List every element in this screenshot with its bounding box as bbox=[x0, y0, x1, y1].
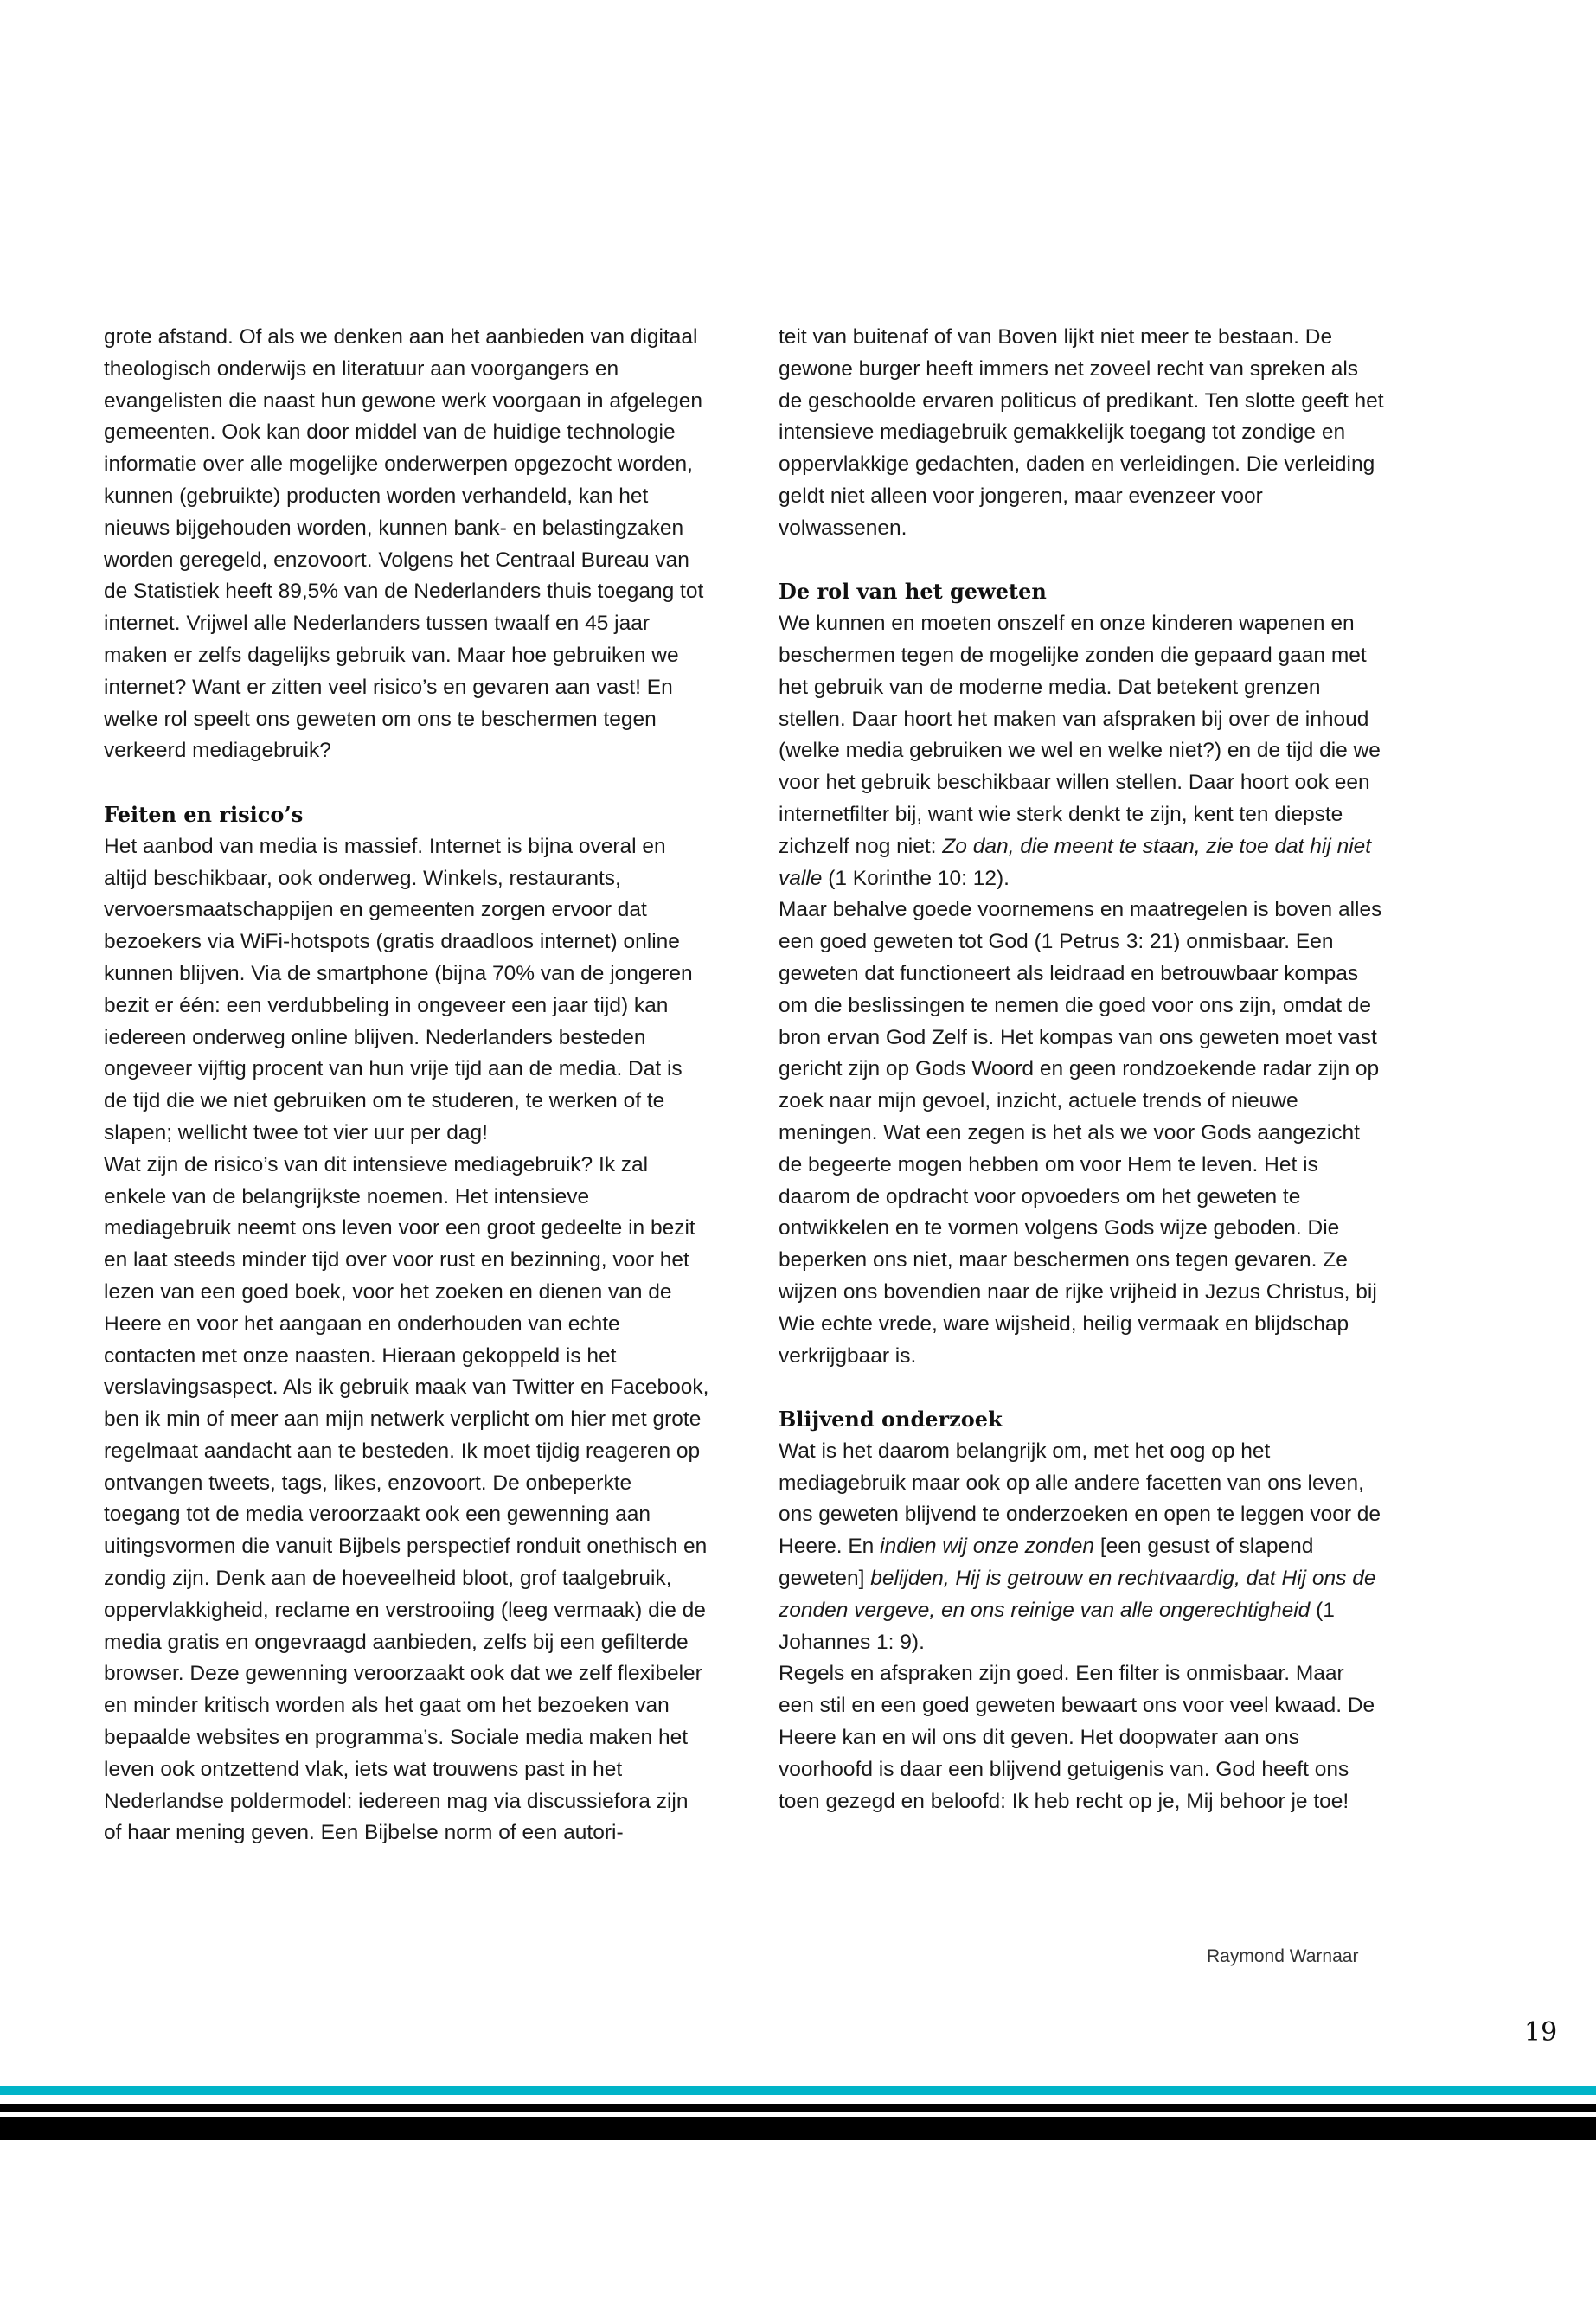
heading-rol-van-geweten: De rol van het geweten bbox=[779, 579, 1047, 605]
conscience-paragraph-2: Maar behalve goede voornemens en maatregelen is boven alles een goed geweten tot God (1 Petrus 3: 21) onmisbaar. Een geweten dat functioneert als leidraad en betrouwbaar kompas om die beslissingen te nemen die goed voor ons zijn, omdat de bron ervan God Zelf is. Het kompas van ons geweten moet vast gericht zijn op Gods Woord en geen rondzoekende radar zijn op zoek naar mijn gevoel, inzicht, actuele trends of nieuwe meningen. Wat een zegen is het als we voor Gods aangezicht de begeerte mogen hebben om voor Hem te leven. Het is daarom de opdracht voor opvoeders om het geweten te ontwikkelen en te vormen volgens Gods wijze geboden. Die beperken ons niet, maar beschermen ons tegen gevaren. Ze wijzen ons bovendien naar de rijke vrijheid in Jezus Christus, bij Wie echte vrede, ware wijsheid, heilig vermaak en blijdschap verkrijgbaar is. bbox=[779, 898, 1382, 1368]
left-column bbox=[104, 322, 709, 1849]
heading-feiten-en-risicos: Feiten en risico’s bbox=[104, 801, 304, 827]
bible-quote: Zo dan, die meent te staan, zie toe dat hij niet valle bbox=[779, 834, 1372, 890]
footer-cyan-stripe bbox=[0, 2086, 1596, 2095]
research-paragraph-2: Regels en afspraken zijn goed. Een filter is onmisbaar. Maar een stil en een goed geweten bewaart ons voor veel kwaad. De Heere kan en wil ons dit geven. Het doopwater aan ons voorhoofd is daar een blijvend getuigenis van. God heeft ons toen gezegd en beloofd: Ik heb recht op je, Mij behoor je toe! bbox=[779, 1662, 1375, 1813]
research-text: [een gesust of slapend geweten] bbox=[779, 1535, 1314, 1591]
footer-black-thick-stripe bbox=[0, 2117, 1596, 2140]
conscience-text: We kunnen en moeten onszelf en onze kinderen wapenen en beschermen tegen de mogelijke zonden die gepaard gaan met het gebruik van de moderne media. Dat betekent grenzen stellen. Daar hoort het maken van afspraken bij over de inhoud (welke media gebruiken we wel en welke niet?) en de tijd die we voor het gebruik beschikbaar willen stellen. Daar hoort ook een internetfilter bij, want wie sterk denkt te zijn, kent ten diepste zichzelf nog niet: bbox=[779, 612, 1381, 858]
bible-quote: belijden, Hij is getrouw en rechtvaardig, dat Hij ons de zonden vergeve, en ons reinige van alle ongerechtigheid bbox=[779, 1567, 1376, 1622]
research-paragraph-1 bbox=[779, 1436, 1384, 1659]
bible-reference: (1 Johannes 1: 9). bbox=[779, 1598, 1335, 1654]
heading-blijvend-onderzoek: Blijvend onderzoek bbox=[779, 1407, 1003, 1433]
intro-paragraph: grote afstand. Of als we denken aan het aanbieden van digitaal theologisch onderwijs en literatuur aan voorgangers en evangelisten die naast hun gewone werk voorgaan in afgelegen gemeenten. Ook kan door middel van de huidige technologie informatie over alle mogelijke onderwerpen opgezocht worden, kunnen (gebruikte) producten worden verhandeld, kan het nieuws bijgehouden worden, kunnen bank- en belastingzaken worden geregeld, enzovoort. Volgens het Centraal Bureau van de Statistiek heeft 89,5% van de Nederlanders thuis toegang tot internet. Vrijwel alle Nederlanders tussen twaalf en 45 jaar maken er zelfs dagelijks gebruik van. Maar hoe gebruiken we internet? Want er zitten veel risico’s en gevaren aan vast! En welke rol speelt ons geweten om ons te beschermen tegen verkeerd mediagebruik? bbox=[104, 325, 704, 763]
facts-paragraph-2: Wat zijn de risico’s van dit intensieve mediagebruik? Ik zal enkele van de belangrijkste noemen. Het intensieve mediagebruik neemt ons leven voor een groot gedeelte in bezit en laat steeds minder tijd over voor rust en bezinning, voor het lezen van een goed boek, voor het zoeken en dienen van de Heere en voor het aangaan en onderhouden van echte contacten met onze naasten. Hieraan gekoppeld is het verslavingsaspect. Als ik gebruik maak van Twitter en Facebook, ben ik min of meer aan mijn netwerk verplicht om hier met grote regelmaat aandacht aan te besteden. Ik moet tijdig reageren op ontvangen tweets, tags, likes, enzovoort. De onbeperkte toegang tot de media veroorzaakt ook een gewenning aan uitingsvormen die vanuit Bijbels perspectief ronduit onethisch en zondig zijn. Denk aan de hoeveelheid bloot, grof taalgebruik, oppervlakkigheid, reclame en verstrooiing (leeg vermaak) die de media gratis en ongevraagd aanbieden, zelfs bij een gefilterde browser. Deze gewenning veroorzaakt ook dat we zelf flexibeler en minder kritisch worden als het gaat om het bezoeken van bepaalde websites en programma’s. Sociale media maken het leven ook ontzettend vlak, iets wat trouwens past in het Nederlandse poldermodel: iedereen mag via discussiefora zijn of haar mening geven. Een Bijbelse norm of een autori- bbox=[104, 1152, 709, 1845]
research-text: Wat is het daarom belangrijk om, met het oog op het mediagebruik maar ook op alle andere facetten van ons leven, ons geweten blijvend te onderzoeken en open te leggen voor de Heere. En bbox=[779, 1439, 1381, 1559]
page-number: 19 bbox=[1524, 2017, 1558, 2048]
author-byline: Raymond Warnaar bbox=[1207, 1946, 1359, 1966]
facts-paragraph-1: Het aanbod van media is massief. Internet is bijna overal en altijd beschikbaar, ook onderweg. Winkels, restaurants, vervoersmaatschappijen en gemeenten zorgen ervoor dat bezoekers via WiFi-hotspots (gratis draadloos internet) online kunnen blijven. Via de smartphone (bijna 70% van de jongeren bezit er één: een verdubbeling in ongeveer een jaar tijd) kan iedereen onderweg online blijven. Nederlanders besteden ongeveer vijftig procent van hun vrije tijd aan de media. Dat is de tijd die we niet gebruiken om te studeren, te werken of te slapen; wellicht twee tot vier uur per dag! bbox=[104, 834, 693, 1144]
conscience-paragraph-1 bbox=[779, 608, 1384, 894]
bible-quote: indien wij onze zonden bbox=[880, 1535, 1095, 1559]
footer-black-thin-stripe bbox=[0, 2104, 1596, 2112]
continuation-paragraph: teit van buitenaf of van Boven lijkt niet meer te bestaan. De gewone burger heeft immers net zoveel recht van spreken als de geschoolde ervaren politicus of predikant. Ten slotte geeft het intensieve mediagebruik gemakkelijk toegang tot zondige en oppervlakkige gedachten, daden en verleidingen. Die verleiding geldt niet alleen voor jongeren, maar evenzeer voor volwassenen. bbox=[779, 325, 1384, 540]
right-column bbox=[779, 322, 1384, 1817]
bible-reference: (1 Korinthe 10: 12). bbox=[822, 866, 1010, 890]
